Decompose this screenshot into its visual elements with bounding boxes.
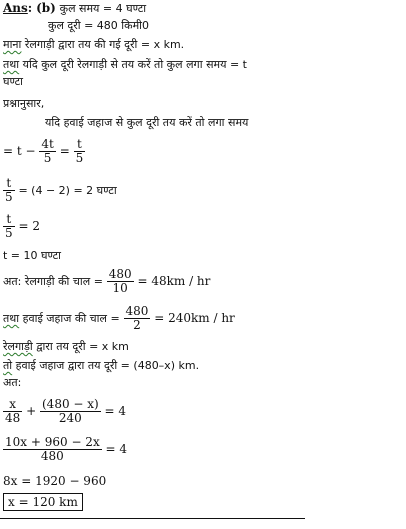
train-distance-line xyxy=(3,340,129,354)
eq6-denominator: 480 xyxy=(40,449,64,463)
eq5-fraction-2 xyxy=(40,398,101,425)
by-question: प्रश्नानुसार, xyxy=(3,97,45,110)
eq5-f1-denominator: 48 xyxy=(5,411,21,425)
equation-4: t = 10 घण्टा xyxy=(3,249,62,262)
plane-speed-fraction xyxy=(124,305,151,332)
eq6-fraction xyxy=(3,436,102,463)
train-speed-rhs: = 48km / hr xyxy=(137,274,211,288)
final-result xyxy=(3,495,83,509)
answer-label: Ans xyxy=(3,1,28,15)
assume-rest: रेलगाड़ी द्वारा तय की गई दूरी = x km. xyxy=(21,38,185,51)
equation-6 xyxy=(3,436,127,463)
total-distance: कुल दूरी = 480 किमी0 xyxy=(48,19,150,32)
eq2-rhs: = (4 − 2) = 2 घण्टा xyxy=(18,184,117,197)
plane-distance-line xyxy=(3,359,199,373)
eq5-plus: + xyxy=(26,404,37,418)
bottom-divider xyxy=(0,518,305,519)
equation-2 xyxy=(3,177,117,204)
equation-7: 8x = 1920 − 960 xyxy=(3,474,107,488)
eq1-fraction-2 xyxy=(74,138,86,165)
therefore-label: अत: xyxy=(3,376,22,389)
train-speed-fraction xyxy=(107,268,134,295)
plane-speed-numerator: 480 xyxy=(125,304,149,318)
eq3-denominator: 5 xyxy=(5,226,13,240)
train-speed-denominator: 10 xyxy=(112,281,128,295)
train-distance-prefix: रेलगाड़ी xyxy=(3,340,33,353)
eq5-f1-numerator: x xyxy=(3,398,22,412)
eq2-numerator: t xyxy=(3,177,15,191)
train-distance-rest: द्वारा तय दूरी = x km xyxy=(32,340,129,353)
eq3-fraction xyxy=(3,213,15,240)
then-line xyxy=(3,58,247,72)
answer-colon: : xyxy=(27,1,33,15)
if-plane-line: यदि हवाई जहाज से कुल दूरी तय करें तो लगा समय xyxy=(45,116,249,129)
eq1-f2-denominator: 5 xyxy=(75,151,84,165)
eq3-numerator: t xyxy=(3,213,15,227)
then-rest: यदि कुल दूरी रेलगाड़ी से तय करें तो कुल लगा समय = t xyxy=(19,58,247,71)
eq5-f2-numerator: (480 − x) xyxy=(42,397,99,411)
plane-speed-line xyxy=(3,305,235,332)
eq5-fraction-1 xyxy=(3,398,22,425)
eq2-fraction xyxy=(3,177,15,204)
plane-speed-label: हवाई जहाज की चाल = xyxy=(19,312,120,325)
eq1-equals: = xyxy=(59,144,70,158)
eq5-f2-denominator: 240 xyxy=(58,411,82,425)
plane-speed-rhs: = 240km / hr xyxy=(154,311,235,325)
assume-prefix: माना xyxy=(3,38,22,51)
total-time: कुल समय = 4 घण्टा xyxy=(59,2,147,15)
eq6-numerator: 10x + 960 − 2x xyxy=(5,435,100,449)
assume-line xyxy=(3,38,184,52)
equation-3 xyxy=(3,213,40,240)
then-prefix: तथा xyxy=(3,58,20,71)
eq6-rhs: = 4 xyxy=(105,442,128,456)
eq1-f1-denominator: 5 xyxy=(43,151,52,165)
result-box: x = 120 km xyxy=(3,493,83,511)
train-speed-numerator: 480 xyxy=(108,267,132,281)
eq1-lhs: = t − xyxy=(3,144,36,158)
answer-option: (b) xyxy=(36,1,56,15)
eq3-rhs: = 2 xyxy=(18,219,40,233)
eq2-denominator: 5 xyxy=(5,190,13,204)
eq1-fraction-1 xyxy=(39,138,55,165)
eq1-f2-numerator: t xyxy=(74,138,86,152)
eq1-f1-numerator: 4t xyxy=(41,137,54,151)
eq5-rhs: = 4 xyxy=(104,404,127,418)
answer-header xyxy=(3,1,146,16)
plane-speed-denominator: 2 xyxy=(133,318,141,332)
then-cont: घण्टा xyxy=(3,75,23,88)
plane-distance-rest: हवाई जहाज द्वारा तय दूरी = (480–x) km. xyxy=(12,359,200,372)
equation-5 xyxy=(3,398,126,425)
equation-1 xyxy=(3,138,85,165)
train-speed-line xyxy=(3,268,210,295)
plane-distance-prefix: तो xyxy=(3,359,13,372)
plane-speed-prefix: तथा xyxy=(3,312,20,325)
train-speed-label: अत: रेलगाड़ी की चाल = xyxy=(3,275,103,288)
